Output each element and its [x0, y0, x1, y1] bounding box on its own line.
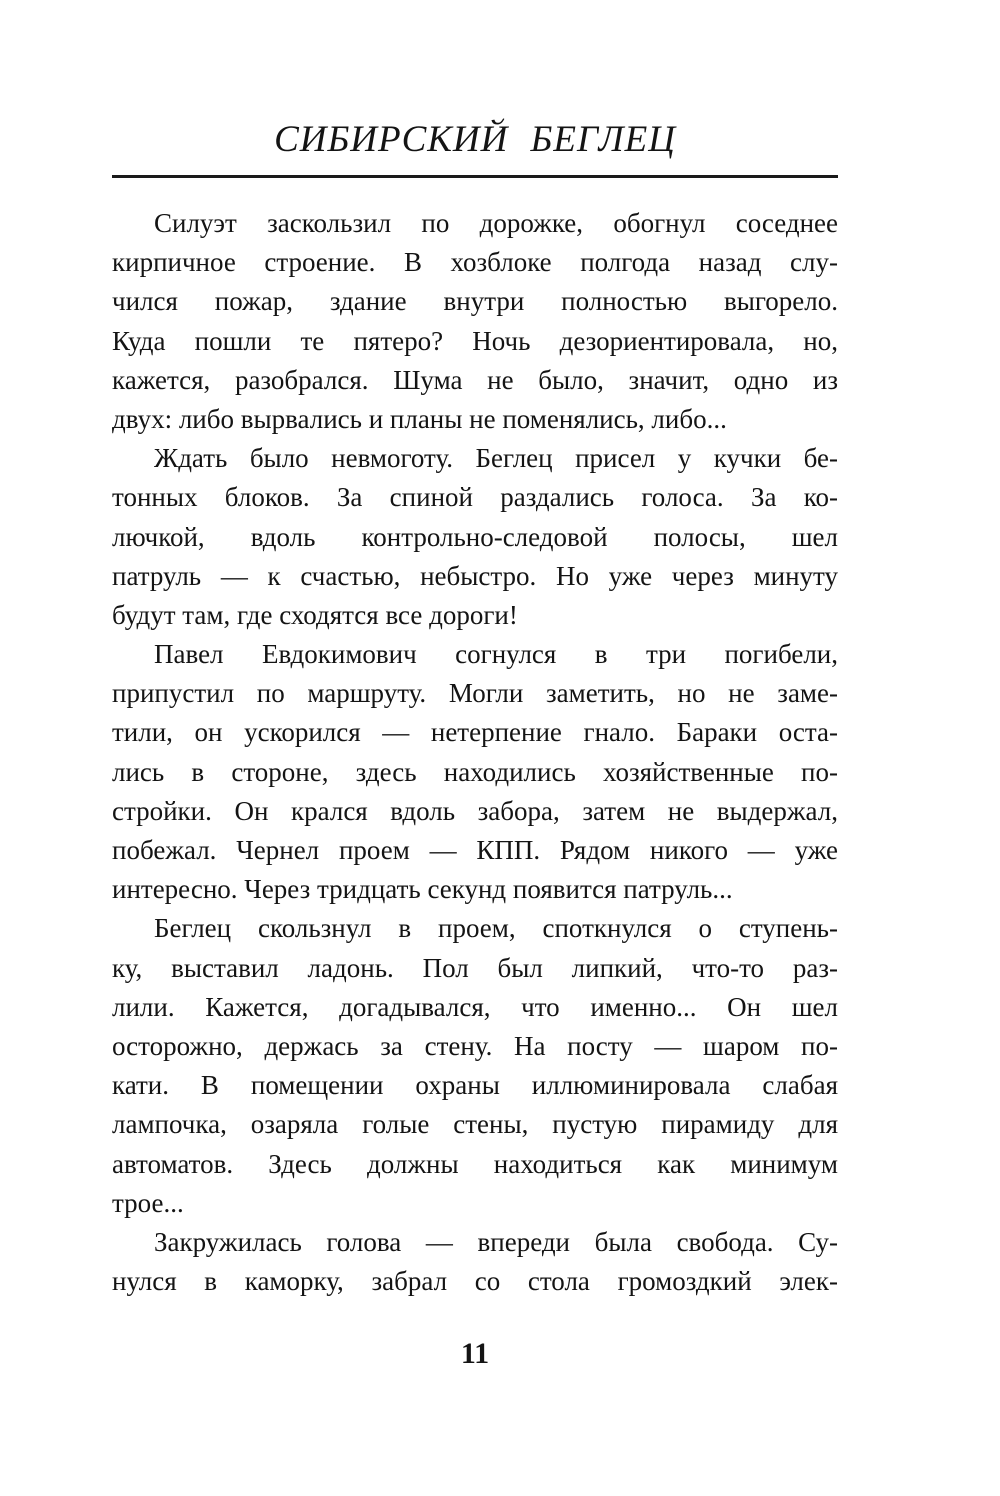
text-line: Павел Евдокимович согнулся в три погибели, — [154, 639, 838, 670]
text-line: тонных блоков. За спиной раздались голоса. За ко- — [112, 482, 838, 513]
text-line: побежал. Чернел проем — КПП. Рядом никого — уже — [112, 835, 838, 865]
text-line: кирпичное строение. В хозблоке полгода назад слу- — [112, 247, 838, 278]
text-line: лись в стороне, здесь находились хозяйственные по- — [112, 756, 838, 787]
text-line: автоматов. Здесь должны находиться как минимум — [112, 1148, 838, 1179]
text-line: тили, он ускорился — нетерпение гнало. Бараки оста- — [112, 717, 838, 748]
text-line: лампочка, озаряла голые стены, пустую пирамиду для — [112, 1109, 838, 1140]
text-line: лили. Кажется, догадывался, что именно... Он шел — [112, 991, 838, 1022]
text-line: двух: либо вырвались и планы не поменялись, либо... — [112, 403, 727, 434]
text-line: патруль — к счастью, небыстро. Но уже через минуту — [112, 560, 838, 591]
text-line: Закружилась голова — впереди была свобода. Су- — [154, 1226, 838, 1257]
text-line: чился пожар, здание внутри полностью выгорело. — [112, 286, 838, 317]
text-line: Ждать было невмоготу. Беглец присел у кучки бе- — [154, 443, 838, 474]
text-line: Силуэт заскользил по дорожке, обогнул соседнее — [154, 208, 838, 238]
text-line: нулся в каморку, забрал со стола громоздкий элек- — [112, 1266, 838, 1297]
text-line: будут там, где сходятся все дороги! — [112, 599, 518, 630]
text-line: осторожно, держась за стену. На посту — шаром по- — [112, 1030, 838, 1061]
text-line: кати. В помещении охраны иллюминировала слабая — [112, 1070, 838, 1101]
text-line: стройки. Он крался вдоль забора, затем не выдержал, — [112, 795, 838, 826]
text-line: Беглец скользнул в проем, споткнулся о ступень- — [154, 913, 838, 944]
text-line: ку, выставил ладонь. Пол был липкий, что-то раз- — [112, 952, 838, 983]
text-line: интересно. Через тридцать секунд появится патруль... — [112, 874, 733, 905]
body-text — [112, 204, 838, 1301]
running-head-title: СИБИРСКИЙ БЕГЛЕЦ — [274, 119, 676, 160]
page-number: 11 — [460, 1337, 490, 1370]
text-line: лючкой, вдоль контрольно-следовой полосы, шел — [112, 521, 838, 552]
text-line: припустил по маршруту. Могли заметить, но не заме- — [112, 678, 838, 709]
text-line: Куда пошли те пятеро? Ночь дезориентировала, но, — [112, 325, 838, 356]
text-line: трое... — [112, 1187, 184, 1218]
text-line: кажется, разобрался. Шума не было, значит, одно из — [112, 364, 838, 395]
header-rule — [112, 175, 838, 178]
